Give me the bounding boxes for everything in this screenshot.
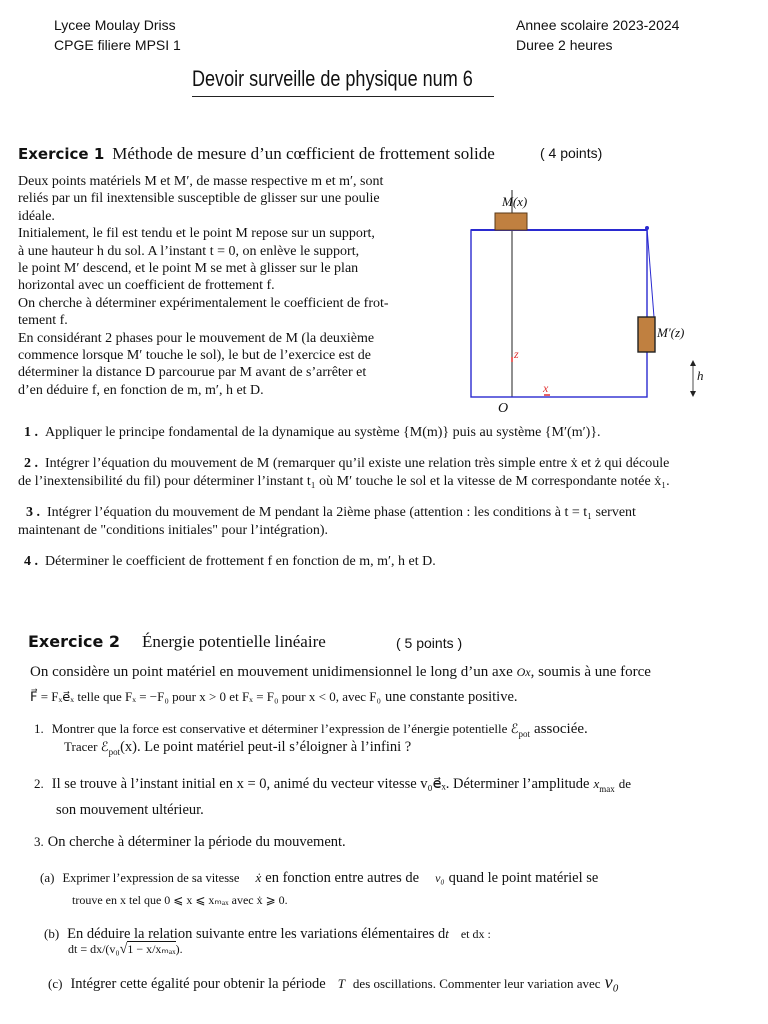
sqrt-content: 1 − x/xₘₐₓ [127, 942, 176, 956]
ex2-item-3b [44, 925, 491, 943]
item-number: 2. [34, 776, 44, 791]
question-number: 3 . [26, 505, 40, 520]
item-number: 3. [34, 834, 44, 849]
ex2-item-3a-line2: trouve en x tel que 0 ⩽ x ⩽ xₘₐₓ avec ẋ ⩾ 0. [72, 893, 288, 907]
ex1-label: Exercice 1 [18, 145, 105, 163]
question-number: 4 . [24, 554, 38, 569]
sub-item-label: (c) [48, 976, 63, 991]
school-name: Lycee Moulay Driss [54, 17, 176, 33]
subscript: pot [518, 729, 531, 740]
ex1-line: reliés par un fil inextensible susceptible de glisser sur une poulie [18, 191, 380, 207]
ex1-line: commence lorsque M′ touche le sol), le but de l’exercice est de [18, 348, 371, 364]
string [647, 228, 654, 317]
label-m: M(x) [502, 194, 528, 209]
ex1-line: le point M′ descend, et le point M se met à glisser sur le plan [18, 261, 359, 277]
item-text: (x). Le point matériel peut-il s’éloigner à l’infini ? [120, 739, 412, 755]
ex1-question-3 [18, 504, 756, 540]
item-text: Il se trouve à l’instant initial en x = 0, animé du vecteur vitesse v₀e⃗ₓ. Déterminer l’amplitude [51, 776, 590, 792]
question-number: 2 . [24, 456, 38, 471]
item-text: Montrer que la force est conservative et déterminer l’expression de l’énergie potentielle ℰ [51, 721, 519, 736]
ex1-line: En considérant 2 phases pour le mouvement de M (la deuxième [18, 330, 375, 346]
label-x: x [543, 381, 549, 395]
sub-item-text: Exprimer l’expression de sa vitesse [62, 871, 240, 885]
label-z: z [514, 347, 519, 361]
label-h: h [697, 368, 704, 383]
title-underline [192, 96, 494, 97]
force-text: F⃗ = Fₓe⃗ₓ telle que Fₓ = −F₀ pour x > 0 et Fₓ = F₀ pour x < 0, avec F₀ [30, 689, 382, 704]
ex1-question-4 [24, 553, 762, 571]
h-arrow-head-up [690, 360, 696, 366]
subscript: pot [108, 747, 121, 758]
question-text: Déterminer le coefficient de frottement f en fonction de m, m′, h et D. [45, 554, 436, 569]
ex1-line: Initialement, le fil est tendu et le point M repose sur un support, [18, 226, 375, 242]
sub-item-text: En déduire la relation suivante entre les variations élémentaires d [67, 926, 446, 942]
period-symbol: T [337, 976, 345, 991]
ex1-line: d’en déduire f, en fonction de m, m′, h et D. [18, 382, 264, 398]
formula-text: ). [175, 942, 183, 956]
formula-text: dt = dx/(v₀ [68, 942, 120, 956]
xmax-symbol: x [593, 776, 600, 791]
table-outline [471, 230, 647, 397]
ex1-line: Deux points matériels M et M′, de masse respective m et m′, sont [18, 174, 384, 189]
intro-text: On considère un point matériel en mouvement unidimensionnel le long d’un axe [30, 664, 513, 680]
question-text: maintenant de "conditions initiales" pour l’intégration). [18, 523, 329, 538]
question-text: de l’inextensibilité du fil) pour déterminer l’instant t₁ où M′ touche le sol et la vitesse de M correspondante notée ẋ₁. [18, 474, 670, 489]
page-title: Devoir surveille de physique num 6 [192, 66, 473, 91]
xdot-symbol: ẋ [255, 870, 262, 885]
ex2-points: ( 5 points ) [396, 635, 463, 651]
ex1-line: déterminer la distance D parcourue par M avant de s’arrêter et [18, 365, 367, 381]
ex1-line: idéale. [18, 208, 55, 224]
block-m [495, 213, 527, 230]
axis-name: Ox [516, 665, 531, 679]
ex2-label: Exercice 2 [28, 632, 120, 651]
pulley-figure [440, 190, 740, 420]
t-symbol: t [445, 926, 449, 941]
sub-item-label: (a) [40, 870, 55, 885]
ex2-force [30, 688, 518, 706]
ex2-item-3b-line2: dt = dx/(v₀√1 − x/xₘₐₓ). [68, 942, 183, 957]
sub-item-text: des oscillations. Commenter leur variation avec [352, 976, 601, 991]
block-m-prime [638, 317, 655, 352]
ex2-item-3 [34, 833, 346, 851]
sub-item-label: (b) [44, 926, 60, 941]
ex1-question-1 [24, 424, 762, 442]
ex2-heading [28, 632, 326, 652]
ex1-line: horizontal avec un coefficient de frottement f. [18, 278, 275, 294]
item-text: On cherche à déterminer la période du mouvement. [47, 834, 346, 850]
intro-text: , soumis à une force [530, 664, 651, 680]
sub-item-text: en fonction entre autres de [265, 870, 420, 886]
question-text: Appliquer le principe fondamental de la dynamique au système {M(m)} puis au système {M′(m′)}. [45, 425, 601, 440]
ex2-intro [30, 664, 651, 681]
item-text: de [618, 776, 632, 791]
class-name: CPGE filiere MPSI 1 [54, 37, 181, 53]
item-text: associée. [534, 721, 588, 737]
exam-duration: Duree 2 heures [516, 37, 613, 53]
ex2-item-2 [34, 775, 631, 794]
subscript: max [599, 784, 615, 795]
ex2-item-1-line2 [64, 738, 411, 757]
ex1-title: Méthode de mesure d’un cœfficient de frottement solide [112, 144, 495, 163]
item-text: Tracer ℰ [64, 739, 109, 754]
question-text: Intégrer l’équation du mouvement de M (remarquer qu’il existe une relation très simple entre ẋ et ż qui découle [45, 456, 670, 471]
v0-symbol: v₀ [435, 871, 445, 885]
ex2-item-3c [48, 972, 619, 993]
ex1-line: tement f. [18, 313, 68, 329]
sub-item-text: Intégrer cette égalité pour obtenir la période [70, 976, 326, 992]
ex2-item-1 [34, 720, 588, 739]
ex2-title: Énergie potentielle linéaire [142, 632, 326, 651]
sub-item-text: et dx : [460, 927, 491, 941]
ex1-line: On cherche à déterminer expérimentalement le coefficient de frot- [18, 295, 389, 311]
ex1-points: ( 4 points) [540, 145, 603, 161]
school-year: Annee scolaire 2023-2024 [516, 17, 680, 33]
label-origin: O [498, 401, 509, 416]
h-arrow-head-down [690, 391, 696, 397]
question-text: Intégrer l’équation du mouvement de M pendant la 2ième phase (attention : les conditions à t = t₁ servent [47, 505, 636, 520]
force-text: une constante positive. [385, 689, 518, 705]
ex1-paragraph [18, 173, 430, 399]
ex1-line: à une hauteur h du sol. A l’instant t = 0, on enlève le support, [18, 243, 360, 259]
question-number: 1 . [24, 425, 38, 440]
label-m-prime: M′(z) [657, 325, 685, 340]
item-number: 1. [34, 721, 44, 736]
ex1-heading [18, 144, 495, 164]
ex2-item-2-line2: son mouvement ultérieur. [56, 802, 204, 818]
ex2-item-3a [40, 869, 598, 887]
ex1-question-2 [18, 455, 756, 491]
sub-item-text: quand le point matériel se [448, 870, 599, 886]
v0-symbol: v₀ [604, 972, 619, 992]
